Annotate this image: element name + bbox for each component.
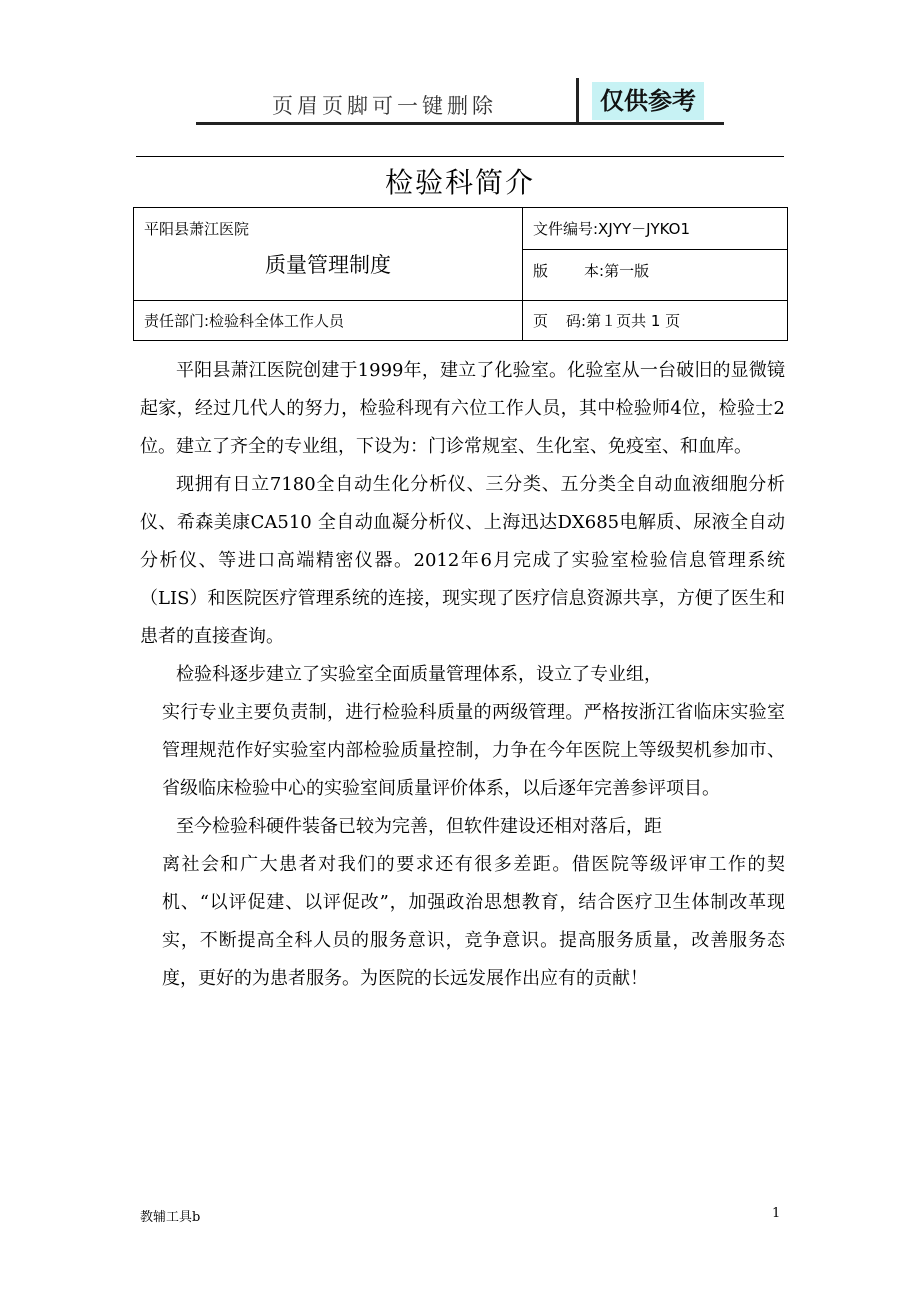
banner-underline <box>196 122 724 125</box>
reference-badge: 仅供参考 <box>592 82 704 120</box>
hospital-name: 平阳县萧江医院 <box>144 220 250 238</box>
responsible-department: 责任部门:检验科全体工作人员 <box>134 301 523 341</box>
paragraph-quality-line1: 检验科逐步建立了实验室全面质量管理体系，设立了专业组， <box>176 664 662 685</box>
paragraph-history: 平阳县萧江医院创建于1999年，建立了化验室。化验室从一台破旧的显微镜起家，经过几代人的努力，检验科现有六位工作人员，其中检验师4位，检验士2位。建立了齐全的专业组，下设为：门诊常规室、生化室、免疫室、和血库。 <box>140 360 785 457</box>
page-label: 页 <box>533 312 549 330</box>
hospital-cell <box>134 208 523 301</box>
paragraph-outlook-rest: 离社会和广大患者对我们的要求还有很多差距。借医院等级评审工作的契机、“以评促建、以评促改”，加强政治思想教育，结合医疗卫生体制改革现实，不断提高全科人员的服务意识，竞争意识。提高服务质量，改善服务态度，更好的为患者服务。为医院的长远发展作出应有的贡献！ <box>162 854 785 989</box>
footer-label: 教辅工具b <box>140 1210 201 1225</box>
document-title: 检验科简介 <box>384 166 535 199</box>
paragraph-equipment: 现拥有日立7180全自动生化分析仪、三分类、五分类全自动血液细胞分析仪、希森美康CA510 全自动血凝分析仪、上海迅达DX685电解质、尿液全自动分析仪、等进口高端精密仪器。2012年6月完成了实验室检验信息管理系统（LIS）和医院医疗管理系统的连接，现实现了医疗信息资源共享，方便了医生和患者的直接查询。 <box>140 474 785 647</box>
page-value: 码:第１页共 1 页 <box>566 312 681 330</box>
page-number: 1 <box>772 1206 781 1221</box>
system-name: 质量管理制度 <box>265 253 391 277</box>
header-banner <box>196 74 724 128</box>
document-info-table <box>133 207 788 341</box>
header-rule <box>136 156 784 157</box>
banner-divider <box>576 78 579 124</box>
file-number: 文件编号:XJYY－JYKO1 <box>523 208 788 250</box>
version-label: 版 <box>533 262 549 280</box>
paragraph-quality-rest: 实行专业主要负责制，进行检验科质量的两级管理。严格按浙江省临床实验室管理规范作好实验室内部检验质量控制，力争在今年医院上等级契机参加市、省级临床检验中心的实验室间质量评价体系，以后逐年完善参评项目。 <box>162 702 785 799</box>
page-count-cell <box>523 301 788 341</box>
paragraph-outlook <box>140 808 785 998</box>
paragraph-quality <box>140 656 785 808</box>
version-cell <box>523 250 788 301</box>
paragraph-outlook-line1: 至今检验科硬件装备已较为完善，但软件建设还相对落后，距 <box>176 816 662 837</box>
version-value: 本:第一版 <box>584 262 650 280</box>
banner-text: 页眉页脚可一键删除 <box>272 94 497 118</box>
document-body <box>140 352 785 998</box>
